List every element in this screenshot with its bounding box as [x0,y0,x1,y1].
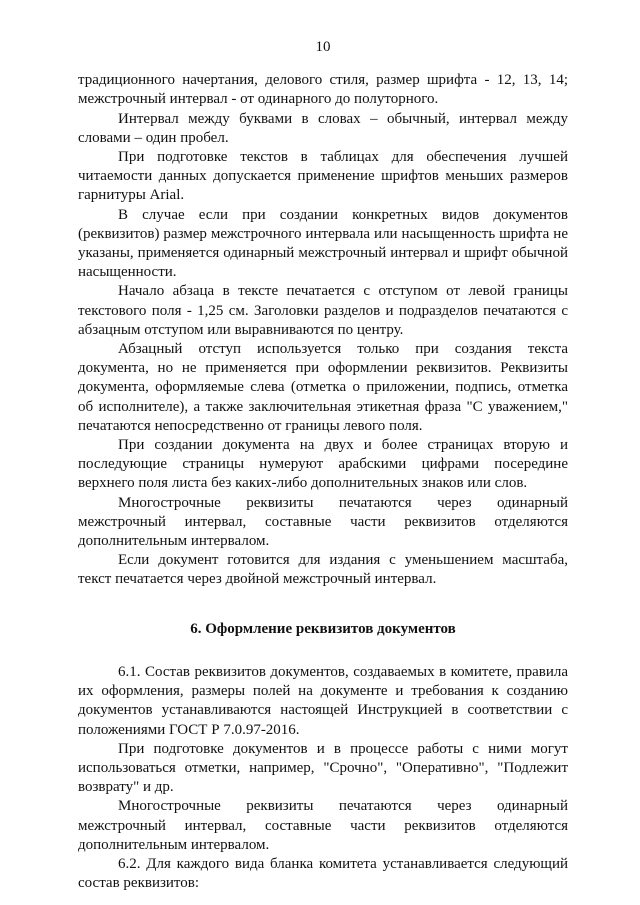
paragraph: При подготовке текстов в таблицах для обеспечения лучшей читаемости данных допускается применение шрифтов меньших размеров гарнитуры Arial. [78,149,568,204]
paragraph: традиционного начертания, делового стиля, размер шрифта - 12, 13, 14; межстрочный интервал - от одинарного до полуторного. [78,72,568,108]
paragraph: 6.2. Для каждого вида бланка комитета устанавливается следующий состав реквизитов: [78,855,568,892]
paragraph: Многострочные реквизиты печатаются через одинарный межстрочный интервал, составные части реквизитов отделяются дополнительным интервалом. [78,798,568,853]
section-heading: 6. Оформление реквизитов документов [190,620,456,637]
paragraph: При создании документа на двух и более страницах вторую и последующие страницы нумеруют арабскими цифрами посередине верхнего поля листа без каких-либо дополнительных знаков или слов. [78,437,568,492]
paragraph: При подготовке документов и в процессе работы с ними могут использоваться отметки, например, "Срочно", "Оперативно", "Подлежит возврату" и др. [78,740,568,796]
body-after [78,663,568,893]
paragraph: Если документ готовится для издания с уменьшением масштаба, текст печатается через двойной межстрочный интервал. [78,552,568,588]
page-number: 10 [315,39,331,55]
paragraph: Начало абзаца в тексте печатается с отступом от левой границы текстового поля - 1,25 см. Заголовки разделов и подразделов печатаются с абзацным отступом или выравниваются по центру. [78,283,568,338]
paragraph: Многострочные реквизиты печатаются через одинарный межстрочный интервал, составные части реквизитов отделяются дополнительным интервалом. [78,494,568,550]
paragraph: 6.1. Состав реквизитов документов, создаваемых в комитете, правила их оформления, размеры полей на документе и требования к созданию документов устанавливаются настоящей Инструкцией в соответствии с положениями ГОСТ Р 7.0.97-2016. [78,663,568,738]
paragraph: В случае если при создании конкретных видов документов (реквизитов) размер межстрочного интервала или насыщенность шрифта не указаны, применяется одинарный межстрочный интервал и шрифт обычной насыщенности. [78,206,568,281]
paragraph: Абзацный отступ используется только при создания текста документа, но не применяется при оформлении реквизитов. Реквизиты документа, оформляемые слева (отметка о приложении, подпись, отметка об исполнителе), а также заключительная этикетная фраза "С уважением," печатаются непосредственно от границы левого поля. [78,341,568,434]
paragraph: Интервал между буквами в словах – обычный, интервал между словами – один пробел. [78,110,568,146]
body-before [78,71,568,589]
